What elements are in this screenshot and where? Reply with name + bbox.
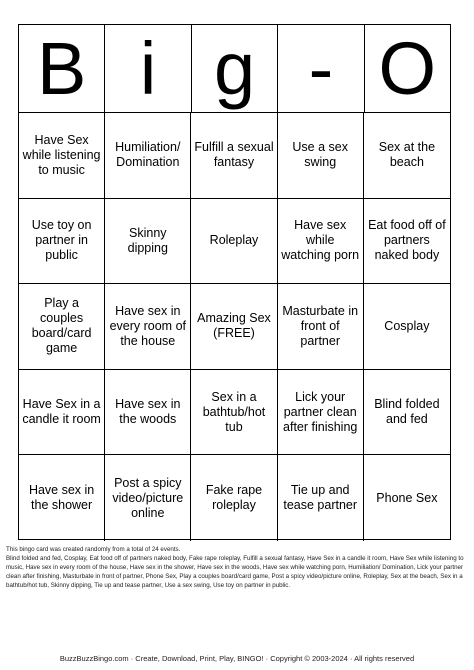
bingo-cell: Sex at the beach bbox=[364, 113, 450, 199]
bingo-cell: Phone Sex bbox=[376, 490, 438, 505]
bingo-cell: Fulfill a sexual fantasy bbox=[191, 113, 277, 199]
notes-summary: This bingo card was created randomly from a total of 24 events. bbox=[6, 546, 181, 553]
bingo-cell: Sex in a bathtub/hot tub bbox=[191, 370, 277, 456]
header-letter-4: - bbox=[278, 25, 364, 112]
bingo-cell: Eat food off of partners naked body bbox=[364, 199, 450, 285]
bingo-cell: Lick your partner clean after finishing bbox=[278, 370, 364, 456]
bingo-cell: Have sex in every room of the house bbox=[105, 284, 191, 370]
bingo-cell: Play a couples board/card game bbox=[19, 284, 105, 370]
bingo-cell: Have sex while watching porn bbox=[278, 199, 364, 285]
card-notes bbox=[6, 546, 468, 591]
bingo-cell: Blind folded and fed bbox=[364, 370, 450, 456]
bingo-cell: Have sex in the woods bbox=[105, 370, 191, 456]
bingo-header bbox=[19, 25, 450, 113]
bingo-free-cell: Amazing Sex (FREE) bbox=[191, 284, 277, 370]
notes-event-list: Blind folded and fed, Cosplay, Eat food off of partners naked body, Fake rape roleplay, Fulfill a sexual fantasy, Have Sex in a candle it room, Have Sex while listening to music, Have sex in every room of the house, Have sex in the shower, Have sex in the woods, Have sex while watching porn, Humiliation/ Domination, Lick your partner clean after finishing, Masturbate in front of partner, Phone Sex, Play a couples board/card game, Post a spicy video/picture online, Roleplay, Sex at the beach, Sex in a bathtub/hot tub, Skinny dipping, Tie up and tease partner, Use a sex swing, Use toy on partner in public. bbox=[6, 554, 464, 589]
header-letter-2: i bbox=[105, 25, 191, 112]
header-letter-3: g bbox=[192, 25, 278, 112]
bingo-cell: Tie up and tease partner bbox=[278, 455, 364, 541]
bingo-grid bbox=[19, 113, 450, 541]
bingo-cell: Use a sex swing bbox=[278, 113, 364, 199]
site-footer: BuzzBuzzBingo.com · Create, Download, Print, Play, BINGO! · Copyright © 2003-2024 · All rights reserved bbox=[59, 654, 415, 663]
bingo-card bbox=[18, 24, 451, 540]
bingo-cell: Cosplay bbox=[364, 284, 450, 370]
bingo-cell: Skinny dipping bbox=[105, 199, 191, 285]
bingo-cell: Have Sex while listening to music bbox=[19, 113, 105, 199]
bingo-cell: Roleplay bbox=[191, 199, 277, 285]
bingo-cell: Use toy on partner in public bbox=[19, 199, 105, 285]
bingo-cell: Humiliation/ Domination bbox=[105, 113, 191, 199]
bingo-cell: Have Sex in a candle it room bbox=[19, 370, 105, 456]
header-letter-1: B bbox=[19, 25, 105, 112]
bingo-cell: Have sex in the shower bbox=[19, 455, 105, 541]
bingo-cell: Masturbate in front of partner bbox=[278, 284, 364, 370]
bingo-cell: Post a spicy video/picture online bbox=[105, 455, 191, 541]
bingo-cell: Fake rape roleplay bbox=[191, 455, 277, 541]
header-letter-5: O bbox=[378, 26, 437, 110]
